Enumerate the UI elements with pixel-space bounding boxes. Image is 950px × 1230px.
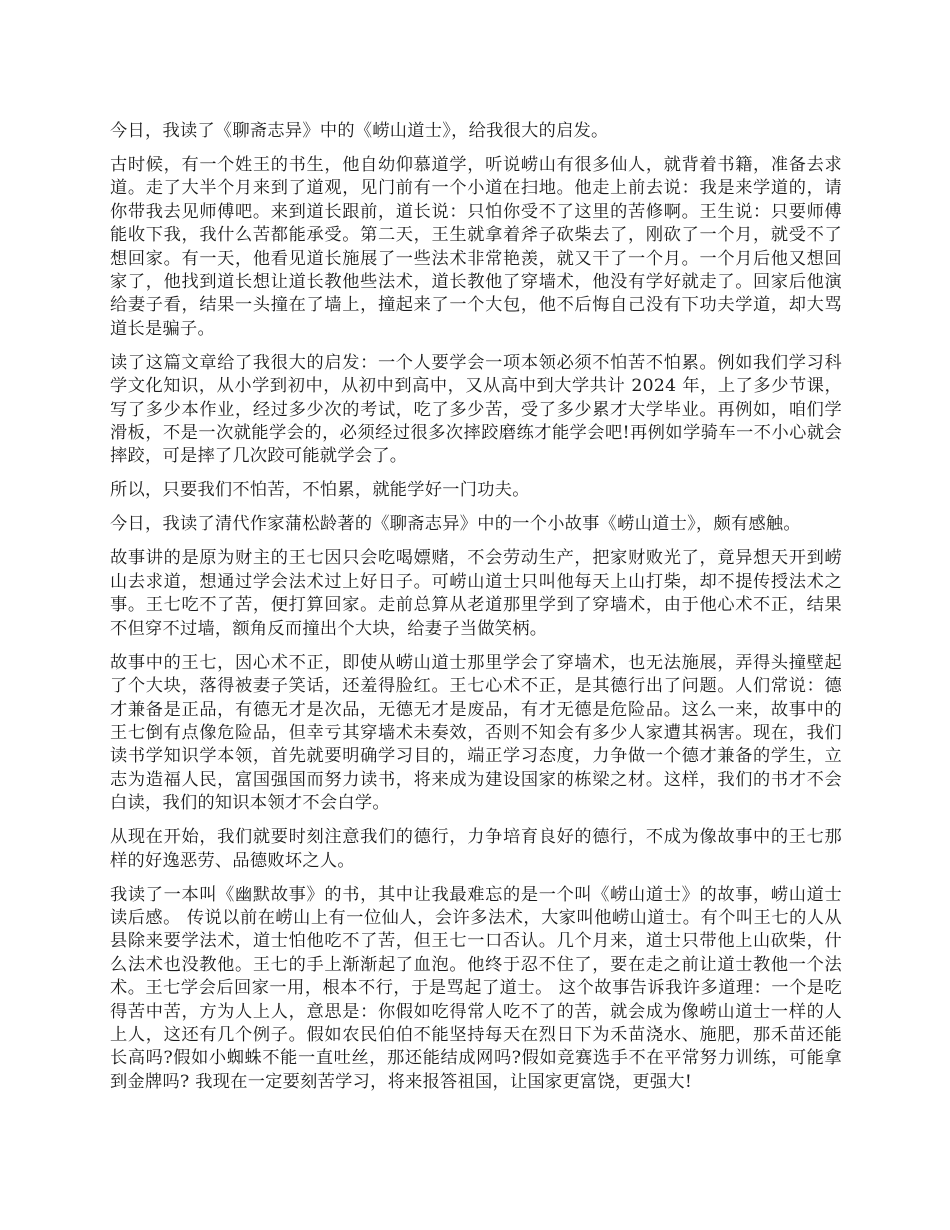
paragraph-4: 所以，只要我们不怕苦，不怕累，就能学好一门功夫。: [110, 480, 530, 501]
paragraph-9: 我读了一本叫《幽默故事》的书，其中让我最难忘的是一个叫《崂山道士》的故事，崂山道士读后感。 传说以前在崂山上有一位仙人，会许多法术，大家叫他崂山道士。有个叫王七的人从县除来要学法术，道士怕他吃不了苦，但王七一口否认。几个月来，道士只带他上山砍柴，什么法术也没教他。王七的手上渐渐起了血泡。他终于忍不住了，要在走之前让道士教他一个法术。王七学会后回家一用，根本不行，于是骂起了道士。 这个故事告诉我许多道理：一个是吃得苦中苦，方为人上人，意思是：你假如吃得常人吃不了的苦，就会成为像崂山道士一样的人上人，这还有几个例子。假如农民伯伯不能坚持每天在烈日下为禾苗浇水、施肥，那禾苗还能长高吗?假如小蜘蛛不能一直吐丝，那还能结成网吗?假如竞赛选手不在平常努力训练，可能拿到金牌吗? 我现在一定要刻苦学习，将来报答祖国，让国家更富饶，更强大!: [110, 884, 842, 1092]
paragraph-2: 古时候，有一个姓王的书生，他自幼仰慕道学，听说崂山有很多仙人，就背着书籍，准备去求道。走了大半个月来到了道观，见门前有一个小道在扫地。他走上前去说：我是来学道的，请你带我去见师傅吧。来到道长跟前，道长说：只怕你受不了这里的苦修啊。王生说：只要师傅能收下我，我什么苦都能承受。第二天，王生就拿着斧子砍柴去了，刚砍了一个月，就受不了想回家。有一天，他看见道长施展了一些法术非常艳羡，就又干了一个月。一个月后他又想回家了，他找到道长想让道长教他些法术，道长教他了穿墙术，他没有学好就走了。回家后他演给妻子看，结果一头撞在了墙上，撞起来了一个大包，他不后悔自己没有下功夫学道，却大骂道长是骗子。: [110, 155, 842, 339]
document-body: [110, 120, 842, 1105]
paragraph-7: 故事中的王七，因心术不正，即使从崂山道士那里学会了穿墙术，也无法施展，弄得头撞壁起了个大块，落得被妻子笑话，还羞得脸红。王七心术不正，是其德行出了问题。人们常说：德才兼备是正品，有德无才是次品，无德无才是废品，有才无德是危险品。这么一来，故事中的王七倒有点像危险品，但幸亏其穿墙术未奏效，否则不知会有多少人家遭其祸害。现在，我们读书学知识学本领，首先就要明确学习目的，端正学习态度，力争做一个德才兼备的学生，立志为造福人民，富国强国而努力读书，将来成为建设国家的栋梁之材。这样，我们的书才不会白读，我们的知识本领才不会白学。: [110, 652, 842, 814]
paragraph-8: 从现在开始，我们就要时刻注意我们的德行，力争培育良好的德行，不成为像故事中的王七那样的好逸恶劳、品德败坏之人。: [110, 827, 842, 871]
paragraph-3: 读了这篇文章给了我很大的启发：一个人要学会一项本领必须不怕苦不怕累。例如我们学习科学文化知识，从小学到初中，从初中到高中，又从高中到大学共计 2024 年，上了多少节课，写了多少本作业，经过多少次的考试，吃了多少苦，受了多少累才大学毕业。再例如，咱们学滑板，不是一次就能学会的，必须经过很多次摔跤磨练才能学会吧!再例如学骑车一不小心就会摔跤，可是摔了几次跤可能就学会了。: [110, 352, 842, 467]
paragraph-1: 今日，我读了《聊斋志异》中的《崂山道士》，给我很大的启发。: [110, 121, 609, 141]
paragraph-5: 今日，我读了清代作家蒲松龄著的《聊斋志异》中的一个小故事《崂山道士》，颇有感触。: [110, 514, 801, 535]
paragraph-6: 故事讲的是原为财主的王七因只会吃喝嫖赌，不会劳动生产，把家财败光了，竟异想天开到崂山去求道，想通过学会法术过上好日子。可崂山道士只叫他每天上山打柴，却不提传授法术之事。王七吃不了苦，便打算回家。走前总算从老道那里学到了穿墙术，由于他心术不正，结果不但穿不过墙，额角反而撞出个大块，给妻子当做笑柄。: [110, 548, 842, 639]
